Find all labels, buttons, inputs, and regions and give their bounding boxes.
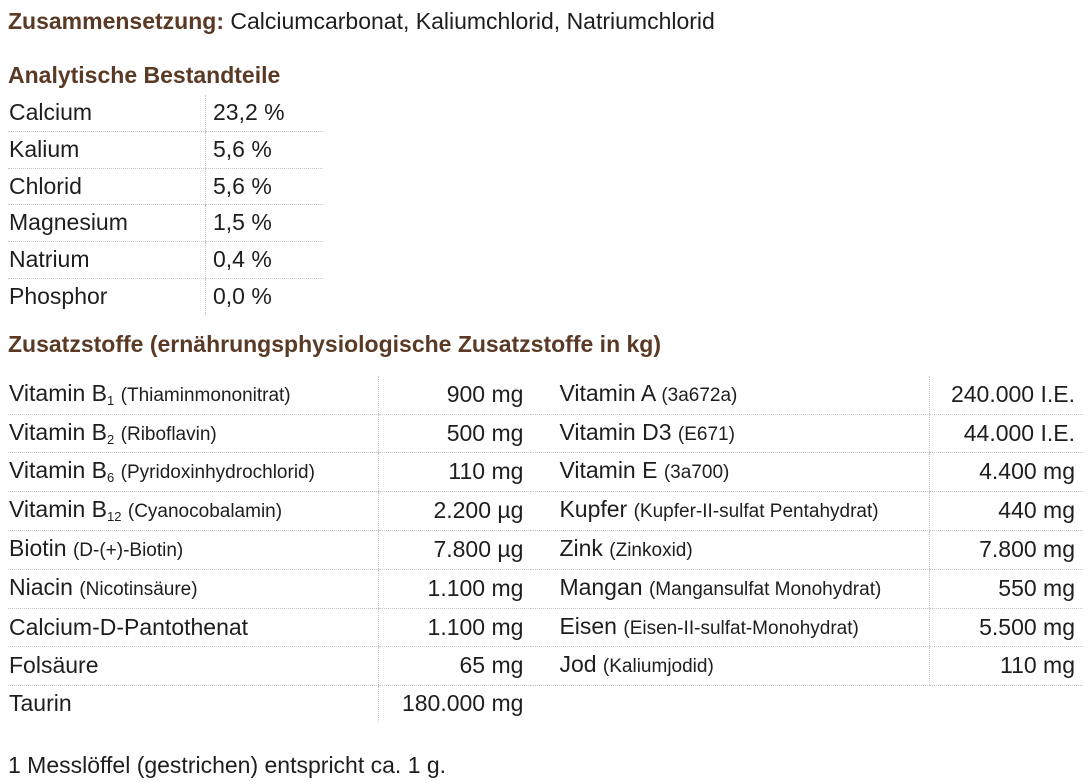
footnote: 1 Messlöffel (gestrichen) entspricht ca. 1 g. [8, 751, 447, 778]
table-row [8, 376, 1083, 414]
constituent-name: Calcium [8, 95, 206, 131]
constituent-name: Magnesium [8, 205, 206, 242]
table-row [8, 278, 323, 314]
constituent-value: 5,6 % [206, 168, 324, 205]
constituent-name: Kalium [8, 131, 206, 168]
additive-amount: 1.100 mg [378, 569, 531, 608]
constituent-name: Phosphor [9, 282, 108, 309]
constituent-value: 0,0 % [206, 278, 324, 314]
table-row [8, 608, 1083, 647]
additive-name: Kupfer (Kupfer-II-sulfat Pentahydrat) [531, 492, 929, 531]
additives-heading: Zusatzstoffe (ernährungsphysiologische Zusatzstoffe in kg) [8, 330, 662, 357]
additive-name: Vitamin $B_1$ (Thiaminmononitrat) [8, 376, 378, 414]
additive-name: Vitamin E (3a700) [531, 453, 929, 492]
constituent-value: 5,6 % [206, 131, 324, 168]
additive-name: Jod (Kaliumjodid) [531, 647, 929, 686]
additive-name: Folsäure [8, 647, 378, 686]
table-row [8, 414, 1083, 453]
additive-name: Biotin (D-(+)-Biotin) [8, 530, 378, 569]
additive-amount: 550 mg [930, 569, 1083, 608]
additives-table [8, 376, 1083, 722]
analytical-table [8, 95, 323, 315]
additive-amount: 500 mg [378, 414, 531, 453]
table-row [8, 131, 323, 168]
additive-name: Niacin (Nicotinsäure) [8, 569, 378, 608]
additive-name: Vitamin A (3a672a) [531, 376, 929, 414]
composition-line [8, 4, 1082, 38]
additive-amount: 7.800 µg [378, 530, 531, 569]
additive-amount: 5.500 mg [930, 608, 1083, 647]
additive-name: Vitamin $B_{12}$ (Cyanocobalamin) [8, 492, 378, 531]
table-row [8, 95, 323, 131]
additive-name: Vitamin D3 (E671) [531, 414, 929, 453]
table-row [8, 647, 1083, 686]
additive-amount: 110 mg [378, 453, 531, 492]
additive-amount: 180.000 mg [378, 686, 531, 722]
additive-name: Vitamin $B_6$ (Pyridoxinhydrochlorid) [8, 453, 378, 492]
empty-cell [531, 686, 929, 722]
composition-label: Zusammensetzung: [8, 8, 224, 34]
additive-amount: 110 mg [930, 647, 1083, 686]
table-row [8, 168, 323, 205]
additive-amount: 2.200 µg [378, 492, 531, 531]
additive-name: Eisen (Eisen-II-sulfat-Monohydrat) [531, 608, 929, 647]
empty-cell [930, 686, 1083, 722]
additive-amount: 440 mg [930, 492, 1083, 531]
composition-text: Calciumcarbonat, Kaliumchlorid, Natriumchlorid [230, 8, 715, 34]
additive-amount: 65 mg [378, 647, 531, 686]
constituent-value: 1,5 % [206, 205, 324, 242]
additive-name: Mangan (Mangansulfat Monohydrat) [531, 569, 929, 608]
additive-amount: 240.000 I.E. [930, 376, 1083, 414]
additive-amount: 7.800 mg [930, 530, 1083, 569]
additive-name: Zink (Zinkoxid) [531, 530, 929, 569]
constituent-value: 0,4 % [206, 242, 324, 279]
table-row [8, 569, 1083, 608]
additive-name: Taurin [9, 690, 72, 717]
table-row [8, 530, 1083, 569]
additive-amount: 44.000 I.E. [930, 414, 1083, 453]
constituent-name: Chlorid [8, 168, 206, 205]
additive-amount: 900 mg [378, 376, 531, 414]
additive-name: Vitamin $B_2$ (Riboflavin) [8, 414, 378, 453]
constituent-name: Natrium [8, 242, 206, 279]
additive-amount: 1.100 mg [378, 608, 531, 647]
constituent-value: 23,2 % [206, 95, 324, 131]
table-row [8, 242, 323, 279]
additive-name: Calcium-D-Pantothenat [8, 608, 378, 647]
table-row [8, 686, 1083, 722]
table-row [8, 205, 323, 242]
analytical-heading: Analytische Bestandteile [8, 62, 281, 88]
table-row [8, 453, 1083, 492]
additive-amount: 4.400 mg [930, 453, 1083, 492]
table-row [8, 492, 1083, 531]
